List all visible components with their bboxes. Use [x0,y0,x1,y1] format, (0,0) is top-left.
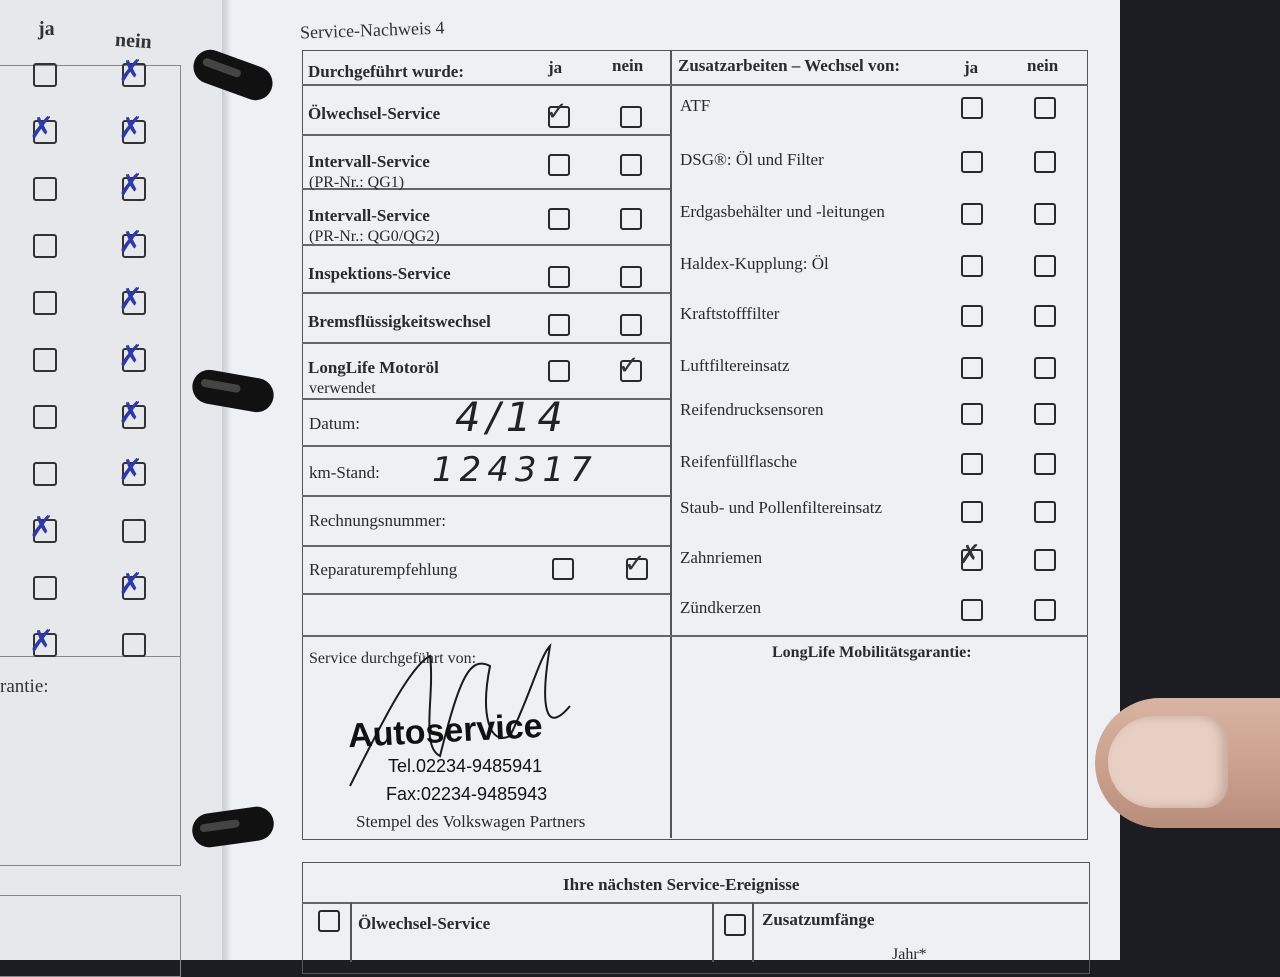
left-col-ja-header: ja [38,18,55,40]
service-nein-checkbox[interactable] [620,106,642,128]
zusatz-nein-checkbox[interactable] [1034,203,1056,225]
zusatz-ja-checkbox[interactable] [961,357,983,379]
left-page-nein-checkbox[interactable] [118,168,146,203]
service-label: Bremsflüssigkeitswechsel [308,312,491,331]
zusatz-label: DSG®: Öl und Filter [680,150,824,169]
zusatz-label: Kraftstofffilter [680,304,780,323]
zusatz-label: Zündkerzen [680,598,762,617]
longlife-label: LongLife Mobilitätsgarantie: [772,644,972,661]
service-sublabel: (PR-Nr.: QG0/QG2) [309,228,440,245]
service-label: Intervall-Service [308,152,430,171]
zusatz-nein-checkbox[interactable] [1034,255,1056,277]
zusatz-label: Reifenfüllflasche [680,452,798,471]
cross-mark-icon: ✗ [29,111,55,146]
check-mark-icon: ✓ [546,97,568,127]
row-divider [302,593,670,595]
row-divider [302,342,670,344]
datum-label: Datum: [309,414,360,433]
km-label: km-Stand: [309,463,380,482]
cross-mark-icon: ✗ [118,567,144,602]
zusatz-label: Luftfiltereinsatz [680,356,790,375]
zusatz-label: Erdgasbehälter und -leitungen [680,202,885,221]
left-bottom-box [0,895,181,977]
zusatz-ja-checkbox[interactable] [961,453,983,475]
zusatz-label: Haldex-Kupplung: Öl [680,254,829,273]
service-ja-checkbox[interactable] [548,154,570,176]
left-page-nein-checkbox[interactable] [118,54,146,89]
service-label: Ölwechsel-Service [308,104,441,123]
reparatur-ja-checkbox[interactable] [552,558,574,580]
col-nein-header: nein [612,56,644,75]
zusatz-nein-checkbox[interactable] [1034,403,1056,425]
left-page [0,0,222,960]
cross-mark-icon: ✗ [959,540,981,570]
table-divider [670,50,672,838]
zusatz-ja-checkbox[interactable] [961,151,983,173]
service-ja-checkbox[interactable] [546,97,570,128]
left-page-nein-checkbox[interactable] [118,453,146,488]
cross-mark-icon: ✗ [118,453,144,488]
zusatz-ja-checkbox[interactable] [961,305,983,327]
service-ja-checkbox[interactable] [548,208,570,230]
service-by-label: Service durchgeführt von: [309,650,477,667]
zusatz-label: Reifendrucksensoren [680,400,824,419]
left-page-ja-checkbox[interactable] [29,510,57,545]
right-section-header: Zusatzarbeiten – Wechsel von: [678,56,901,75]
cross-mark-icon: ✗ [29,510,55,545]
left-page-nein-checkbox[interactable] [118,282,146,317]
zusatz-nein-checkbox[interactable] [1034,501,1056,523]
cross-mark-icon: ✗ [118,225,144,260]
cross-mark-icon: ✗ [118,54,144,89]
service-nein-checkbox[interactable] [620,266,642,288]
service-ja-checkbox[interactable] [548,360,570,382]
service-label: Intervall-Service [308,206,430,225]
row-divider [302,545,670,547]
zusatz-label: ATF [680,96,711,115]
row-divider [302,445,670,447]
service-nein-checkbox[interactable] [618,351,642,382]
row-divider [302,495,670,497]
stamp-tel: Tel.02234-9485941 [388,756,543,776]
left-page-ja-checkbox[interactable] [33,405,57,429]
next-zusatz-checkbox[interactable] [724,914,746,936]
zusatz-nein-checkbox[interactable] [1034,151,1056,173]
zusatz-ja-checkbox[interactable] [961,97,983,119]
left-checkbox-grid [0,54,181,659]
left-page-nein-checkbox[interactable] [118,225,146,260]
zusatz-ja-checkbox[interactable] [961,599,983,621]
next-events-header: Ihre nächsten Service-Ereignisse [563,875,800,894]
right-col-ja-header: ja [964,58,979,77]
stamp-caption: Stempel des Volkswagen Partners [356,812,586,831]
col-ja-header: ja [548,58,563,77]
cross-mark-icon: ✗ [118,396,144,431]
left-page-ja-checkbox[interactable] [33,462,57,486]
left-page-nein-checkbox[interactable] [122,519,146,543]
left-page-ja-checkbox[interactable] [33,348,57,372]
service-label: LongLife Motoröl [308,358,439,377]
km-value: 124317 [432,450,598,490]
zusatz-ja-checkbox[interactable] [961,203,983,225]
reparaturempfehlung-label: Reparaturempfehlung [309,560,458,579]
table-header-line [302,84,1088,86]
left-page-nein-checkbox[interactable] [118,111,146,146]
left-section-header: Durchgeführt wurde: [308,62,464,81]
left-page-ja-checkbox[interactable] [33,63,57,87]
cross-mark-icon: ✗ [118,282,144,317]
left-garantie-label: rantie: [0,676,49,697]
zusatz-label: Staub- und Pollenfiltereinsatz [680,498,883,517]
check-mark-icon: ✓ [618,351,640,381]
zusatz-ja-checkbox[interactable] [961,501,983,523]
cross-mark-icon: ✗ [29,624,55,659]
left-col-nein-header: nein [114,28,153,54]
left-page-nein-checkbox[interactable] [118,567,146,602]
zusatz-nein-checkbox[interactable] [1034,97,1056,119]
left-page-nein-checkbox[interactable] [118,396,146,431]
right-col-nein-header: nein [1027,56,1059,75]
left-page-ja-checkbox[interactable] [29,624,57,659]
stamp-fax: Fax:02234-9485943 [386,784,548,804]
left-page-ja-checkbox[interactable] [33,576,57,600]
check-mark-icon: ✓ [624,549,646,579]
left-page-ja-checkbox[interactable] [33,177,57,201]
left-page-nein-checkbox[interactable] [122,633,146,657]
service-nein-checkbox[interactable] [620,314,642,336]
stamp-name: Autoservice [347,706,544,756]
zusatz-ja-checkbox[interactable] [959,540,983,571]
zusatz-ja-checkbox[interactable] [961,255,983,277]
service-nein-checkbox[interactable] [620,208,642,230]
next-oelwechsel-checkbox[interactable] [318,910,340,932]
next-events-rule [302,902,1088,904]
left-page-ja-checkbox[interactable] [29,111,57,146]
zusatz-nein-checkbox[interactable] [1034,453,1056,475]
cross-mark-icon: ✗ [118,168,144,203]
next-zusatz-label: Zusatzumfänge [762,910,875,929]
service-nein-checkbox[interactable] [620,154,642,176]
cross-mark-icon: ✗ [118,339,144,374]
service-ja-checkbox[interactable] [548,266,570,288]
reparatur-nein-checkbox[interactable] [624,549,648,580]
service-label: Inspektions-Service [308,264,451,283]
zusatz-nein-checkbox[interactable] [1034,305,1056,327]
zusatz-nein-checkbox[interactable] [1034,599,1056,621]
page-title: Service-Nachweis 4 [299,17,445,43]
left-page-ja-checkbox[interactable] [33,291,57,315]
zusatz-nein-checkbox[interactable] [1034,357,1056,379]
datum-value: 4/14 [455,395,569,441]
next-events-divider-3 [752,902,754,962]
row-divider [302,292,670,294]
next-jahr-label: Jahr* [892,946,927,963]
left-page-nein-checkbox[interactable] [118,339,146,374]
zusatz-ja-checkbox[interactable] [961,403,983,425]
next-events-divider-2 [712,902,714,962]
service-ja-checkbox[interactable] [548,314,570,336]
service-sublabel: (PR-Nr.: QG1) [309,174,405,191]
row-divider [302,134,670,136]
left-page-ja-checkbox[interactable] [33,234,57,258]
zusatz-nein-checkbox[interactable] [1034,549,1056,571]
cross-mark-icon: ✗ [118,111,144,146]
zusatz-label: Zahnriemen [680,548,763,567]
next-events-divider [350,902,352,962]
thumbnail-nail [1108,716,1228,808]
service-sublabel: verwendet [309,380,376,397]
next-oelwechsel-label: Ölwechsel-Service [358,914,491,933]
rechnungsnummer-label: Rechnungsnummer: [309,511,446,530]
